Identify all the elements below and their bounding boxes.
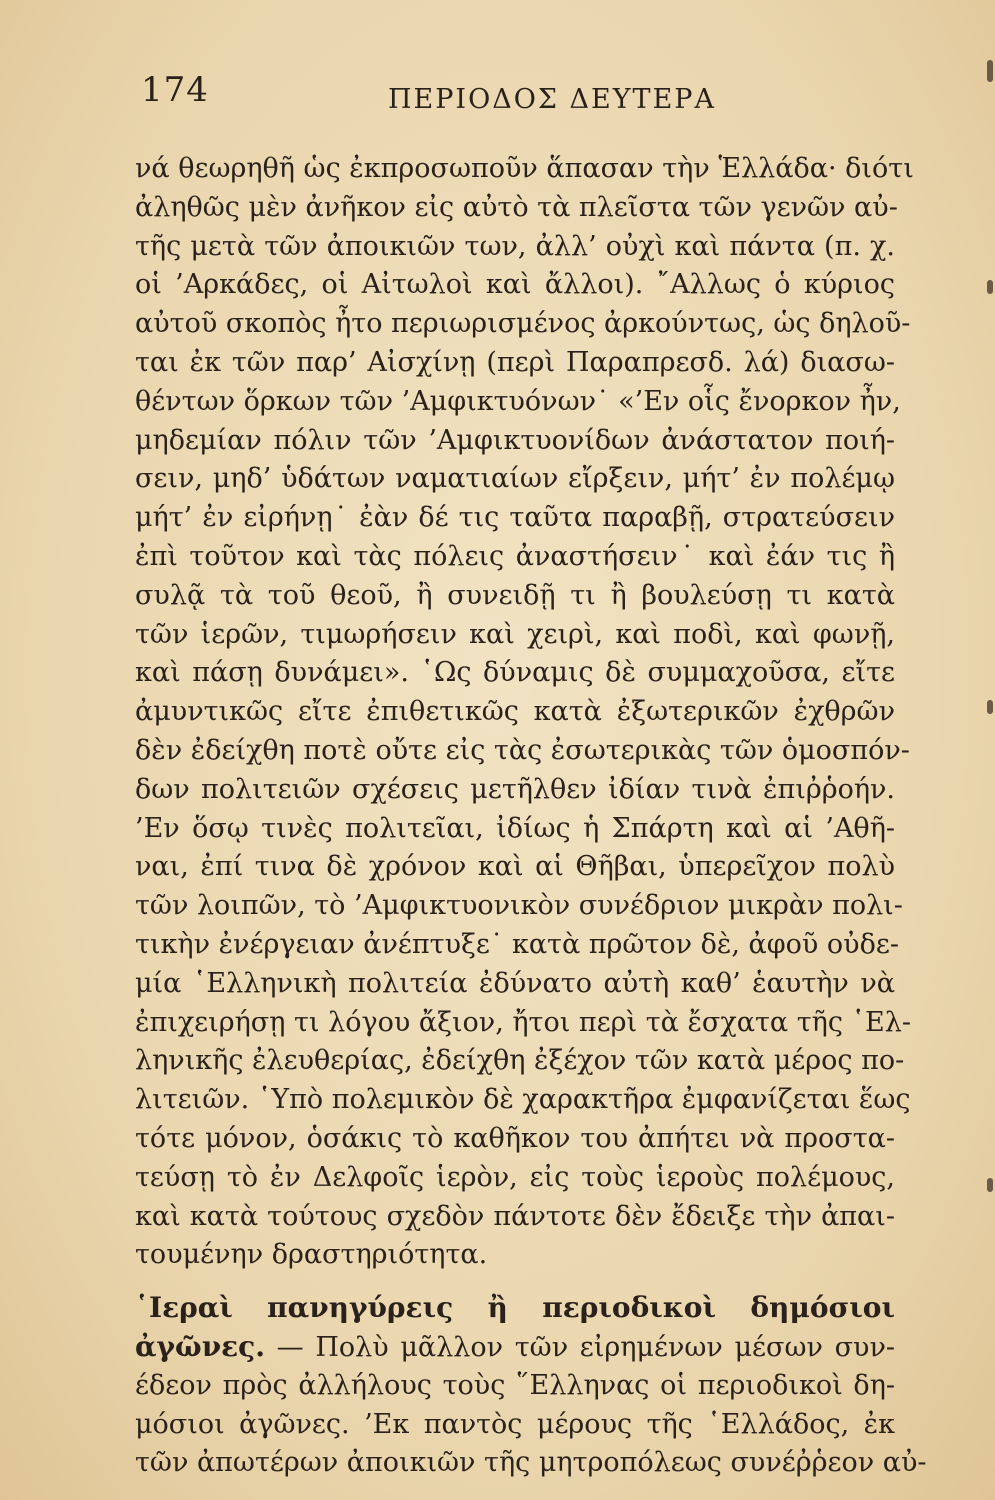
text-line: μία ῾Ελληνικὴ πολιτεία ἐδύνατο αὐτὴ καθ’ ἑαυτὴν νὰ [135,967,895,999]
page-edge-mark [987,1178,993,1192]
section-heading-tail: ἀγῶνες. [135,1329,265,1363]
section-paragraph [135,1367,927,1483]
text-line: οἱ ’Αρκάδες, οἱ Αἰτωλοὶ καὶ ἄλλοι). ῎Αλλως ὁ κύριος [135,269,895,301]
text-line: τῶν ἀπωτέρων ἀποικιῶν τῆς μητροπόλεως συνέῤῥεον αὐ- [135,1447,927,1479]
section-first-line [135,1328,895,1367]
page-edge-mark [987,280,993,294]
text-line: τουμένην δραστηριότητα. [135,1239,488,1271]
text-line: τῆς μετὰ τῶν ἀποικιῶν των, ἀλλ’ οὐχὶ καὶ πάντα (π. χ. [135,230,895,262]
text-line: μόσιοι ἀγῶνες. ’Εκ παντὸς μέρους τῆς ῾Ελλάδος, ἐκ [135,1408,895,1440]
text-line: λιτειῶν. ῾Υπὸ πολεμικὸν δὲ χαρακτῆρα ἐμφανίζεται ἕως [135,1084,911,1116]
section-heading: ῾Ιεραὶ πανηγύρεις ἢ περιοδικοὶ δημόσιοι [135,1291,895,1325]
text-line: τότε μόνον, ὁσάκις τὸ καθῆκον του ἀπήτει νὰ προστα- [135,1122,895,1154]
text-line: ’Εν ὅσῳ τινὲς πολιτεῖαι, ἰδίως ἡ Σπάρτη καὶ αἱ ’Αθῆ- [135,812,895,844]
text-line: ἐπιχειρήσῃ τι λόγου ἄξιον, ἤτοι περὶ τὰ ἔσχατα τῆς ῾Ελ- [135,1006,911,1038]
page-number: 174 [141,70,209,110]
text-line: έδεον πρὸς ἀλλήλους τοὺς ῞Ελληνας οἱ περιοδικοὶ δη- [135,1369,895,1401]
text-line: ἀληθῶς μὲν ἀνῆκον εἰς αὐτὸ τὰ πλεῖστα τῶν γενῶν αὐ- [135,191,898,223]
page-edge-mark [987,700,993,714]
text-line: δων πολιτειῶν σχέσεις μετῆλθεν ἰδίαν τινὰ ἐπιῤῥοήν. [135,773,895,805]
text-line: μηδεμίαν πόλιν τῶν ’Αμφικτυονίδων ἀνάστατον ποιή- [135,424,895,456]
text-line: θέντων ὅρκων τῶν ’Αμφικτυόνων˙ «’Εν οἷς ἔνορκον ἦν, [135,385,901,417]
text-line: τεύσῃ τὸ ἐν Δελφοῖς ἱερὸν, εἰς τοὺς ἱεροὺς πολέμους, [135,1161,895,1193]
text-line: σειν, μηδ’ ὑδάτων ναματιαίων εἴρξειν, μήτ’ ἐν πολέμῳ [135,463,895,495]
text-line: ται ἐκ τῶν παρ’ Αἰσχίνῃ (περὶ Παραπρεσδ. λά) διασω- [135,346,895,378]
section-text: — Πολὺ μᾶλλον τῶν εἰρημένων μέσων συν- [264,1331,895,1363]
text-line: ἐπὶ τοῦτον καὶ τὰς πόλεις ἀναστήσειν˙ καὶ ἐάν τις ἢ [135,540,895,572]
text-line: μήτ’ ἐν εἰρήνῃ˙ ἐὰν δέ τις ταῦτα παραβῇ, στρατεύσειν [135,502,895,534]
page-edge-mark [987,60,993,82]
text-line: νά θεωρηθῆ ὡς ἐκπροσωποῦν ἅπασαν τὴν Ἑλλάδα· διότι [135,153,914,184]
text-line: αὐτοῦ σκοπὸς ἦτο περιωρισμένος ἀρκούντως, ὡς δηλοῦ- [135,308,911,340]
text-line: τικὴν ἐνέργειαν ἀνέπτυξε˙ κατὰ πρῶτον δὲ, ἀφοῦ οὐδε- [135,928,899,960]
text-line: ἀμυντικῶς εἴτε ἐπιθετικῶς κατὰ ἐξωτερικῶν ἐχθρῶν [135,696,895,728]
text-line: τῶν ἱερῶν, τιμωρήσειν καὶ χειρὶ, καὶ ποδὶ, καὶ φωνῇ, [135,618,895,650]
page-header [0,70,995,130]
text-line: τῶν λοιπῶν, τὸ ’Αμφικτυονικὸν συνέδριον μικρὰν πολι- [135,890,903,922]
body-text [135,150,927,1483]
text-line: καὶ κατὰ τούτους σχεδὸν πάντοτε δὲν ἔδειξε τὴν ἀπαι- [135,1200,895,1232]
text-line: ληνικῆς ἐλευθερίας, ἐδείχθη ἐξέχον τῶν κατὰ μέρος πο- [135,1045,905,1077]
text-line: ναι, ἐπί τινα δὲ χρόνον καὶ αἱ Θῆβαι, ὑπερεῖχον πολὺ [135,851,895,883]
text-line: συλᾷ τὰ τοῦ θεοῦ, ἢ συνειδῇ τι ἢ βουλεύσῃ τι κατὰ [135,579,895,611]
text-line: δὲν ἐδείχθη ποτὲ οὔτε εἰς τὰς ἐσωτερικὰς τῶν ὁμοσπόν- [135,734,910,766]
paragraph [135,150,914,1275]
text-line: καὶ πάσῃ δυνάμει». ῾Ως δύναμις δὲ συμμαχοῦσα, εἴτε [135,657,895,689]
section-heading-line [135,1289,895,1328]
running-title: ΠΕΡΙΟΔΟΣ ΔΕΥΤΕΡΑ [388,84,716,115]
